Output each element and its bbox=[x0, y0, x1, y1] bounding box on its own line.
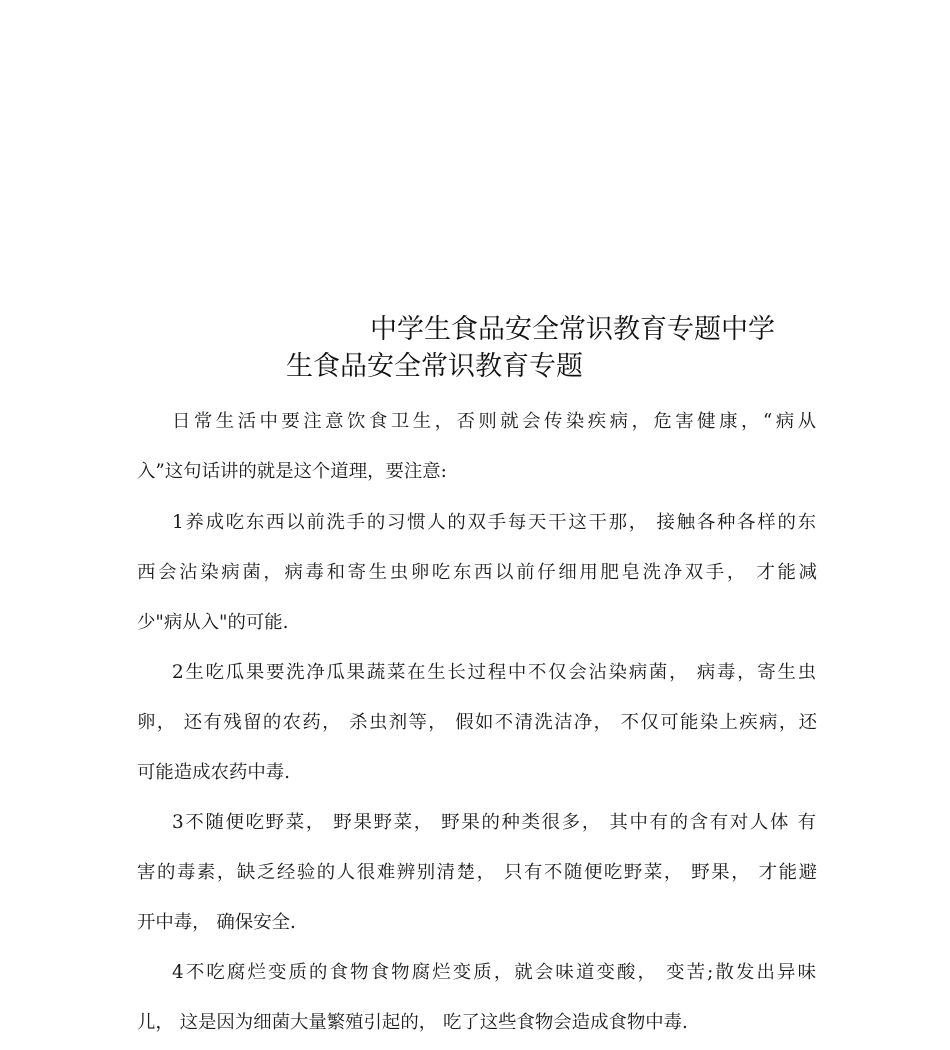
paragraph-5-line-2: 儿， 这是因为细菌大量繁殖引起的， 吃了这些食物会造成食物中毒. bbox=[137, 1012, 688, 1033]
paragraph-2-line-1: 1养成吃东西以前洗手的习惯人的双手每天干这干那， 接触各种各样的东 bbox=[172, 512, 816, 533]
paragraph-4-line-1: 3不随便吃野菜， 野果野菜， 野果的种类很多， 其中有的含有对人体 有 bbox=[172, 812, 816, 833]
paragraph-4-line-3: 开中毒， 确保安全. bbox=[137, 912, 296, 933]
paragraph-1-line-2: 入”这句话讲的就是这个道理，要注意: bbox=[137, 461, 447, 482]
document-title-line-1: 中学生食品安全常识教育专题中学 bbox=[370, 314, 775, 345]
paragraph-5-line-1: 4不吃腐烂变质的食物食物腐烂变质，就会味道变酸， 变苦;散发出异味 bbox=[172, 962, 816, 983]
paragraph-4-line-2: 害的毒素，缺乏经验的人很难辨别清楚， 只有不随便吃野菜， 野果， 才能避 bbox=[137, 862, 817, 883]
paragraph-2-line-2: 西会沾染病菌，病毒和寄生虫卵吃东西以前仔细用肥皂洗净双手， 才能减 bbox=[137, 562, 817, 583]
paragraph-3-line-3: 可能造成农药中毒. bbox=[137, 762, 290, 783]
paragraph-2-line-3: 少"病从入"的可能. bbox=[137, 612, 289, 633]
document-title-line-2: 生食品安全常识教育专题 bbox=[286, 351, 583, 382]
paragraph-1-line-1: 日常生活中要注意饮食卫生，否则就会传染疾病，危害健康，“病从 bbox=[172, 411, 816, 432]
paragraph-3-line-2: 卵， 还有残留的农药， 杀虫剂等， 假如不清洗洁净， 不仅可能染上疾病，还 bbox=[137, 712, 817, 733]
paragraph-3-line-1: 2生吃瓜果要洗净瓜果蔬菜在生长过程中不仅会沾染病菌， 病毒，寄生虫 bbox=[172, 662, 816, 683]
